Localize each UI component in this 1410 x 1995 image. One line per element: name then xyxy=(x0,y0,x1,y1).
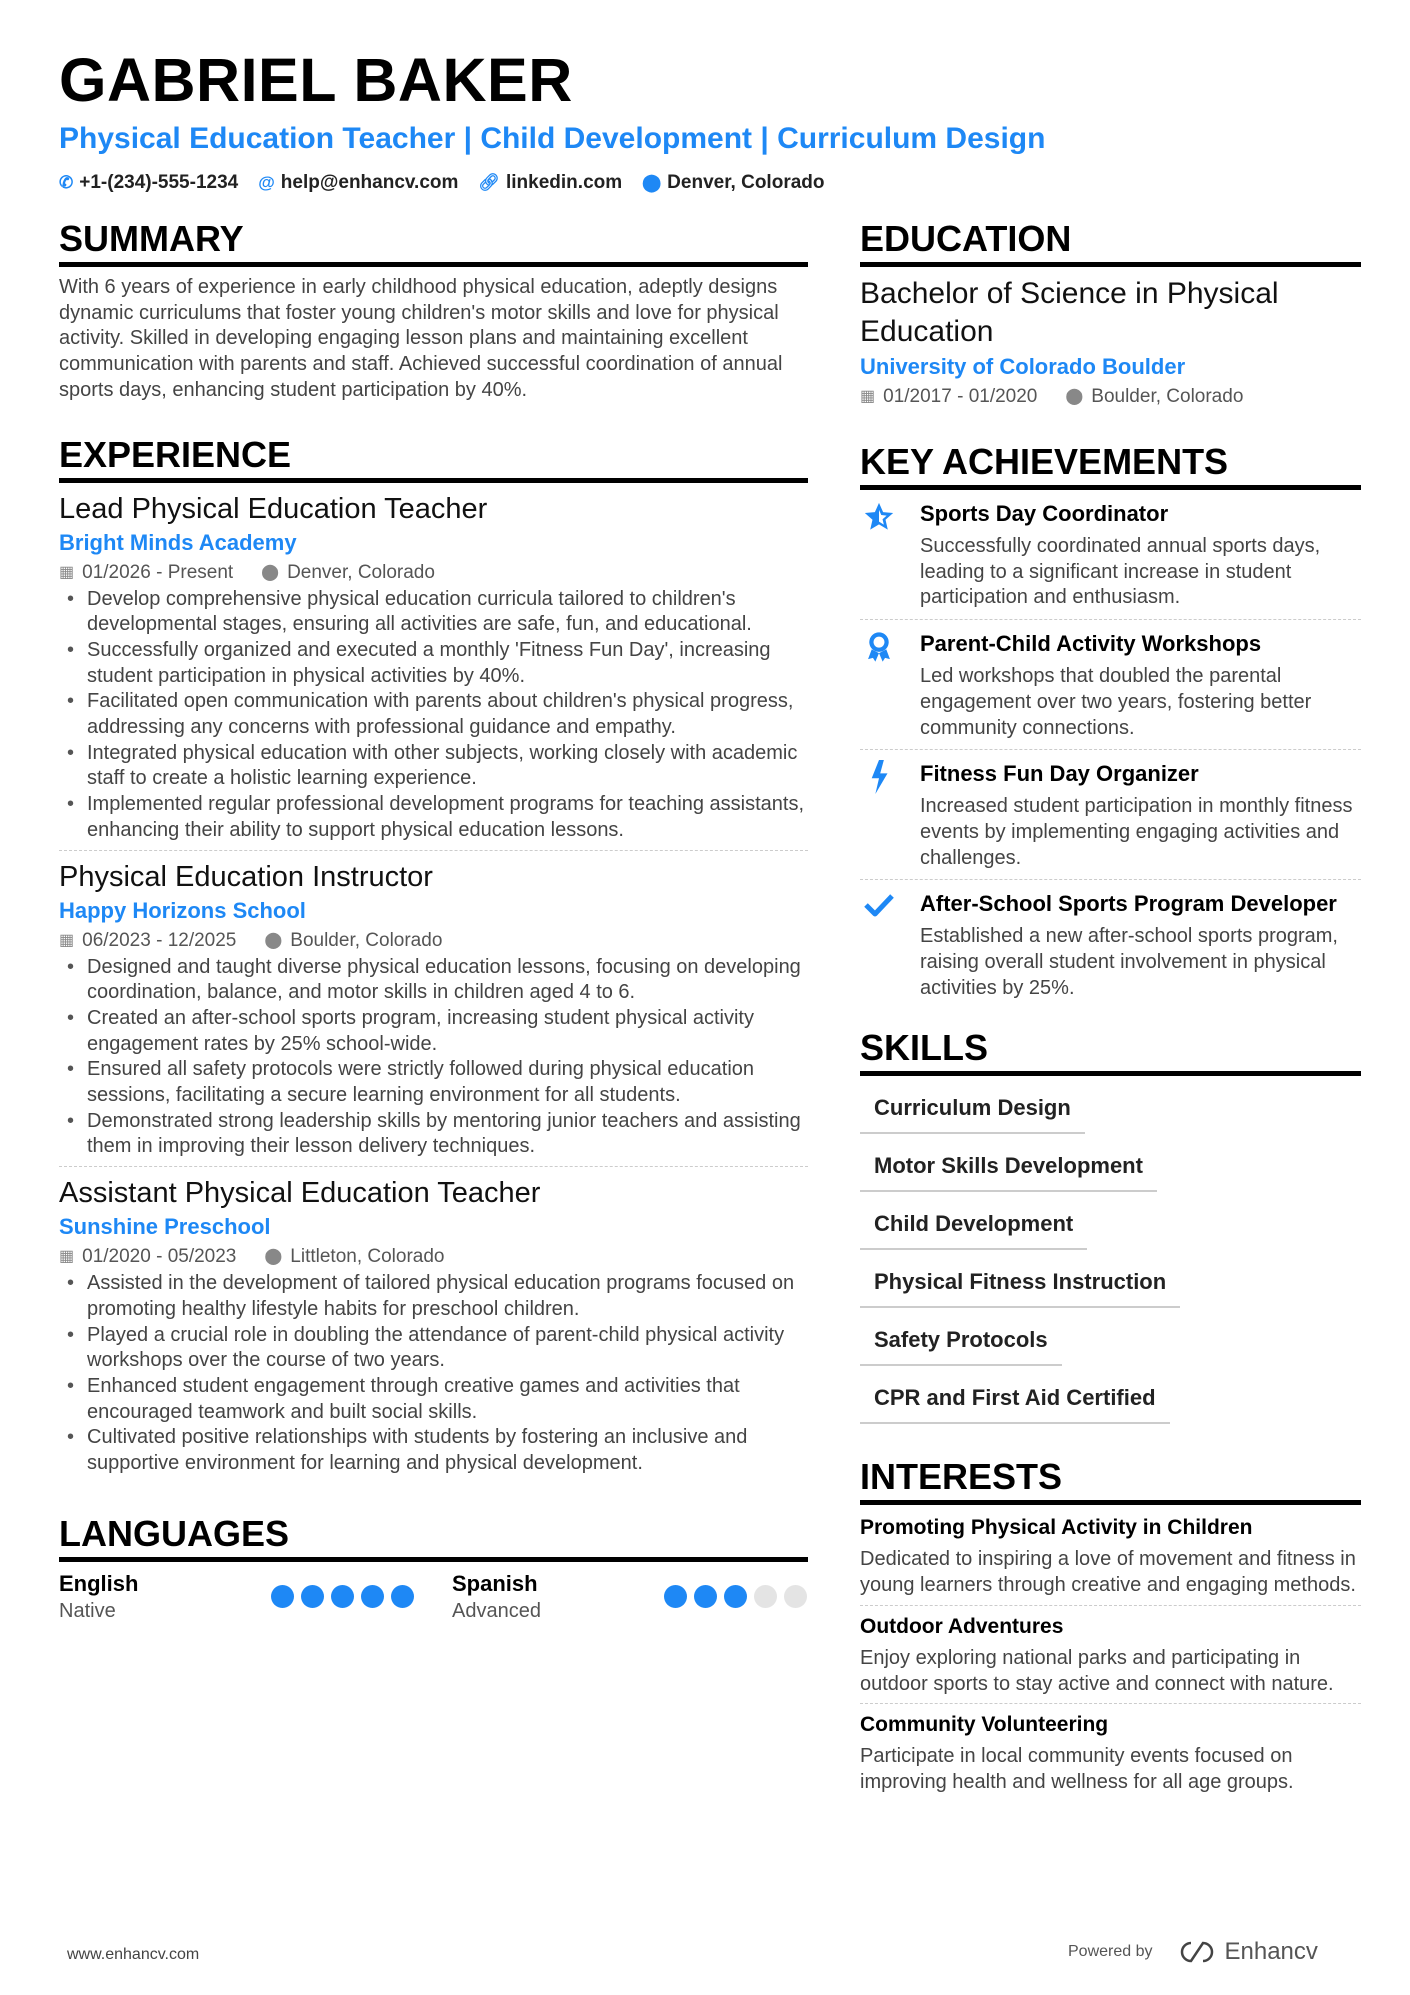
achievement-description: Established a new after-school sports program, raising overall student involvement in physical activities by 25%. xyxy=(920,925,1338,999)
achievement-content xyxy=(920,500,1361,611)
bullet-item: • Designed and taught diverse physical education lessons, focusing on developing coordination, balance, and motor skills in children aged 4 to 6. xyxy=(59,955,808,1006)
degree: Bachelor of Science in Physical Education xyxy=(860,277,1279,348)
location-icon: ⬤ xyxy=(1065,388,1084,405)
interest-description: Enjoy exploring national parks and participating in outdoor sports to stay active and connect with nature. xyxy=(860,1646,1334,1695)
experience-section xyxy=(59,434,808,1483)
skill-tag: Physical Fitness Instruction xyxy=(860,1258,1180,1308)
interest-description: Participate in local community events focused on improving health and wellness for all age groups. xyxy=(860,1745,1294,1793)
contact-list xyxy=(59,172,1359,194)
rating-dot xyxy=(724,1585,747,1608)
skill-list xyxy=(860,1084,1361,1432)
education-dates: 01/2017 - 01/2020 xyxy=(883,386,1038,407)
section-heading: KEY ACHIEVEMENTS xyxy=(860,441,1361,490)
candidate-name: GABRIEL BAKER xyxy=(59,46,573,114)
rating-dot xyxy=(694,1585,717,1608)
achievement-title: Fitness Fun Day Organizer xyxy=(920,761,1199,787)
job-meta xyxy=(59,927,808,955)
award-icon xyxy=(860,630,898,741)
bullet-item: • Integrated physical education with other subjects, working closely with academic staff to create a holistic learning experience. xyxy=(59,741,808,792)
achievement-description: Led workshops that doubled the parental engagement over two years, fostering better community connections. xyxy=(920,665,1312,739)
star-icon xyxy=(860,500,898,611)
achievement-title: Parent-Child Activity Workshops xyxy=(920,631,1262,657)
language-rating xyxy=(664,1585,807,1608)
language-item xyxy=(452,1570,807,1624)
education-location: Boulder, Colorado xyxy=(1091,386,1244,407)
calendar-icon: ▦ xyxy=(59,563,75,581)
job-dates-wrap xyxy=(59,1243,236,1271)
skill-tag: Motor Skills Development xyxy=(860,1142,1157,1192)
contact-phone[interactable] xyxy=(59,172,238,194)
bullet-item: • Facilitated open communication with parents about children's physical progress, addressing any concerns with professional guidance and empathy. xyxy=(59,689,808,740)
job-location-wrap xyxy=(261,559,435,587)
rating-dot xyxy=(391,1585,414,1608)
achievement-content xyxy=(920,630,1361,741)
contact-location xyxy=(642,172,824,194)
phone-text: +1-(234)-555-1234 xyxy=(79,172,239,193)
right-column xyxy=(860,218,1361,1832)
achievement-description: Increased student participation in monthly fitness events by implementing engaging activities and challenges. xyxy=(920,795,1353,869)
company-name: Happy Horizons School xyxy=(59,897,306,923)
interest-title: Promoting Physical Activity in Children xyxy=(860,1516,1253,1540)
rating-dot xyxy=(664,1585,687,1608)
achievement-list xyxy=(860,490,1361,1009)
headline: Physical Education Teacher | Child Development | Curriculum Design xyxy=(59,122,1046,155)
left-column xyxy=(59,218,808,1654)
bullet-list xyxy=(59,955,808,1161)
language-item xyxy=(59,1570,414,1624)
language-name: Spanish xyxy=(452,1570,538,1596)
contact-email[interactable] xyxy=(258,172,458,194)
school-name: University of Colorado Boulder xyxy=(860,354,1186,379)
company-name: Bright Minds Academy xyxy=(59,529,297,555)
job-title: Assistant Physical Education Teacher xyxy=(59,1177,541,1210)
achievement-item xyxy=(860,620,1361,750)
footer-url[interactable]: www.enhancv.com xyxy=(67,1946,200,1963)
education-meta xyxy=(860,383,1361,411)
bullet-item: • Enhanced student engagement through creative games and activities that encouraged teamwork and built social skills. xyxy=(59,1374,808,1425)
section-heading: INTERESTS xyxy=(860,1456,1361,1505)
location-icon: ⬤ xyxy=(261,563,280,581)
job-location-wrap xyxy=(264,1243,444,1271)
location-icon: ⬤ xyxy=(264,931,283,949)
interest-item xyxy=(860,1507,1361,1605)
resume-header xyxy=(59,44,1359,194)
bullet-item: • Assisted in the development of tailored physical education programs focused on promoting healthy lifestyle habits for preschool children. xyxy=(59,1271,808,1322)
calendar-icon: ▦ xyxy=(59,931,75,949)
job-location: Boulder, Colorado xyxy=(290,929,443,951)
footer-branding xyxy=(1068,1938,1318,1966)
bullet-list xyxy=(59,1271,808,1477)
rating-dot xyxy=(361,1585,384,1608)
job-location: Littleton, Colorado xyxy=(290,1246,445,1268)
achievement-item xyxy=(860,490,1361,620)
achievement-title: Sports Day Coordinator xyxy=(920,501,1169,526)
bullet-item: • Demonstrated strong leadership skills by mentoring junior teachers and assisting them in improving their lesson delivery techniques. xyxy=(59,1109,808,1160)
link-icon: 🔗︎ xyxy=(478,173,500,192)
rating-dot xyxy=(331,1585,354,1608)
interest-title: Outdoor Adventures xyxy=(860,1614,1064,1638)
job-entry xyxy=(59,1175,808,1483)
lightning-icon xyxy=(860,760,898,871)
achievement-item xyxy=(860,880,1361,1009)
job-entry xyxy=(59,859,808,1168)
language-text xyxy=(59,1570,138,1624)
at-icon: @ xyxy=(258,173,275,192)
skill-tag: Safety Protocols xyxy=(860,1316,1062,1366)
brand-name: Enhancv xyxy=(1224,1938,1318,1965)
interest-description: Dedicated to inspiring a love of movement and fitness in young learners through creative and engaging methods. xyxy=(860,1548,1356,1597)
interest-list xyxy=(860,1507,1361,1801)
job-entry xyxy=(59,491,808,851)
languages-section xyxy=(59,1513,808,1624)
achievement-title: After-School Sports Program Developer xyxy=(920,891,1337,917)
section-heading: EXPERIENCE xyxy=(59,434,808,483)
interests-section xyxy=(860,1456,1361,1801)
bullet-item: • Ensured all safety protocols were strictly followed during physical education sessions, facilitating a secure learning environment for all students. xyxy=(59,1057,808,1108)
bullet-item: • Played a crucial role in doubling the attendance of parent-child physical activity workshops over the course of two years. xyxy=(59,1323,808,1374)
checkmark-icon xyxy=(860,890,898,1001)
enhancv-logo[interactable] xyxy=(1177,1938,1318,1966)
summary-section xyxy=(59,218,808,404)
achievements-section xyxy=(860,441,1361,1009)
achievement-content xyxy=(920,760,1361,871)
job-dates-wrap xyxy=(59,559,233,587)
rating-dot xyxy=(754,1585,777,1608)
powered-by-label: Powered by xyxy=(1068,1943,1153,1960)
achievement-item xyxy=(860,750,1361,880)
bullet-item: • Cultivated positive relationships with students by fostering an inclusive and supportive environment for learning and physical development. xyxy=(59,1425,808,1476)
rating-dot xyxy=(271,1585,294,1608)
bullet-item: • Successfully organized and executed a monthly 'Fitness Fun Day', increasing student participation in physical activities by 40%. xyxy=(59,638,808,689)
rating-dot xyxy=(784,1585,807,1608)
section-heading: LANGUAGES xyxy=(59,1513,808,1562)
skill-tag: Curriculum Design xyxy=(860,1084,1085,1134)
location-icon: ⬤ xyxy=(642,173,662,192)
job-dates: 06/2023 - 12/2025 xyxy=(82,929,237,951)
interest-item xyxy=(860,1704,1361,1801)
job-dates: 01/2026 - Present xyxy=(82,561,234,583)
email-text: help@enhancv.com xyxy=(280,172,459,193)
language-list xyxy=(59,1570,808,1624)
interest-item xyxy=(860,1606,1361,1704)
bullet-item: • Develop comprehensive physical education curricula tailored to children's developmental stages, ensuring all activities are safe, fun, and educational. xyxy=(59,587,808,638)
bullet-item: • Created an after-school sports program, increasing student physical activity engagement rates by 25% school-wide. xyxy=(59,1006,808,1057)
location-text: Denver, Colorado xyxy=(667,172,825,193)
location-icon: ⬤ xyxy=(264,1248,283,1266)
contact-linkedin[interactable] xyxy=(478,172,622,194)
job-meta xyxy=(59,559,808,587)
section-heading: EDUCATION xyxy=(860,218,1361,267)
language-level: Native xyxy=(59,1599,116,1622)
phone-icon: ✆ xyxy=(59,173,74,192)
company-name: Sunshine Preschool xyxy=(59,1214,271,1240)
job-location-wrap xyxy=(264,927,442,955)
education-section xyxy=(860,218,1361,411)
summary-text: With 6 years of experience in early childhood physical education, adeptly designs dynamic curriculums that foster young children's motor skills and love for physical activity. Skilled in developing engaging lesson plans and maintaining excellent communication with parents and staff. Achieved successful coordination of annual sports days, enhancing student participation by 40%. xyxy=(59,276,783,401)
section-heading: SKILLS xyxy=(860,1027,1361,1076)
job-dates: 01/2020 - 05/2023 xyxy=(82,1246,237,1268)
job-location: Denver, Colorado xyxy=(287,561,435,583)
skill-tag: CPR and First Aid Certified xyxy=(860,1374,1170,1424)
rating-dot xyxy=(301,1585,324,1608)
bullet-list xyxy=(59,587,808,844)
job-meta xyxy=(59,1243,808,1271)
enhancv-logo-icon xyxy=(1177,1940,1217,1964)
job-title: Lead Physical Education Teacher xyxy=(59,492,488,525)
bullet-item: • Implemented regular professional development programs for teaching assistants, enhancing their ability to support physical education lessons. xyxy=(59,792,808,843)
job-dates-wrap xyxy=(59,927,236,955)
interest-title: Community Volunteering xyxy=(860,1713,1109,1737)
achievement-description: Successfully coordinated annual sports days, leading to a significant increase in student participation and enthusiasm. xyxy=(920,535,1321,609)
calendar-icon: ▦ xyxy=(860,388,876,405)
calendar-icon: ▦ xyxy=(59,1248,75,1266)
section-heading: SUMMARY xyxy=(59,218,808,267)
language-name: English xyxy=(59,1570,139,1596)
language-rating xyxy=(271,1585,414,1608)
language-text xyxy=(452,1570,541,1624)
job-title: Physical Education Instructor xyxy=(59,860,433,893)
achievement-content xyxy=(920,890,1361,1001)
linkedin-text: linkedin.com xyxy=(506,172,623,193)
skills-section xyxy=(860,1027,1361,1432)
language-level: Advanced xyxy=(452,1599,541,1622)
skill-tag: Child Development xyxy=(860,1200,1087,1250)
